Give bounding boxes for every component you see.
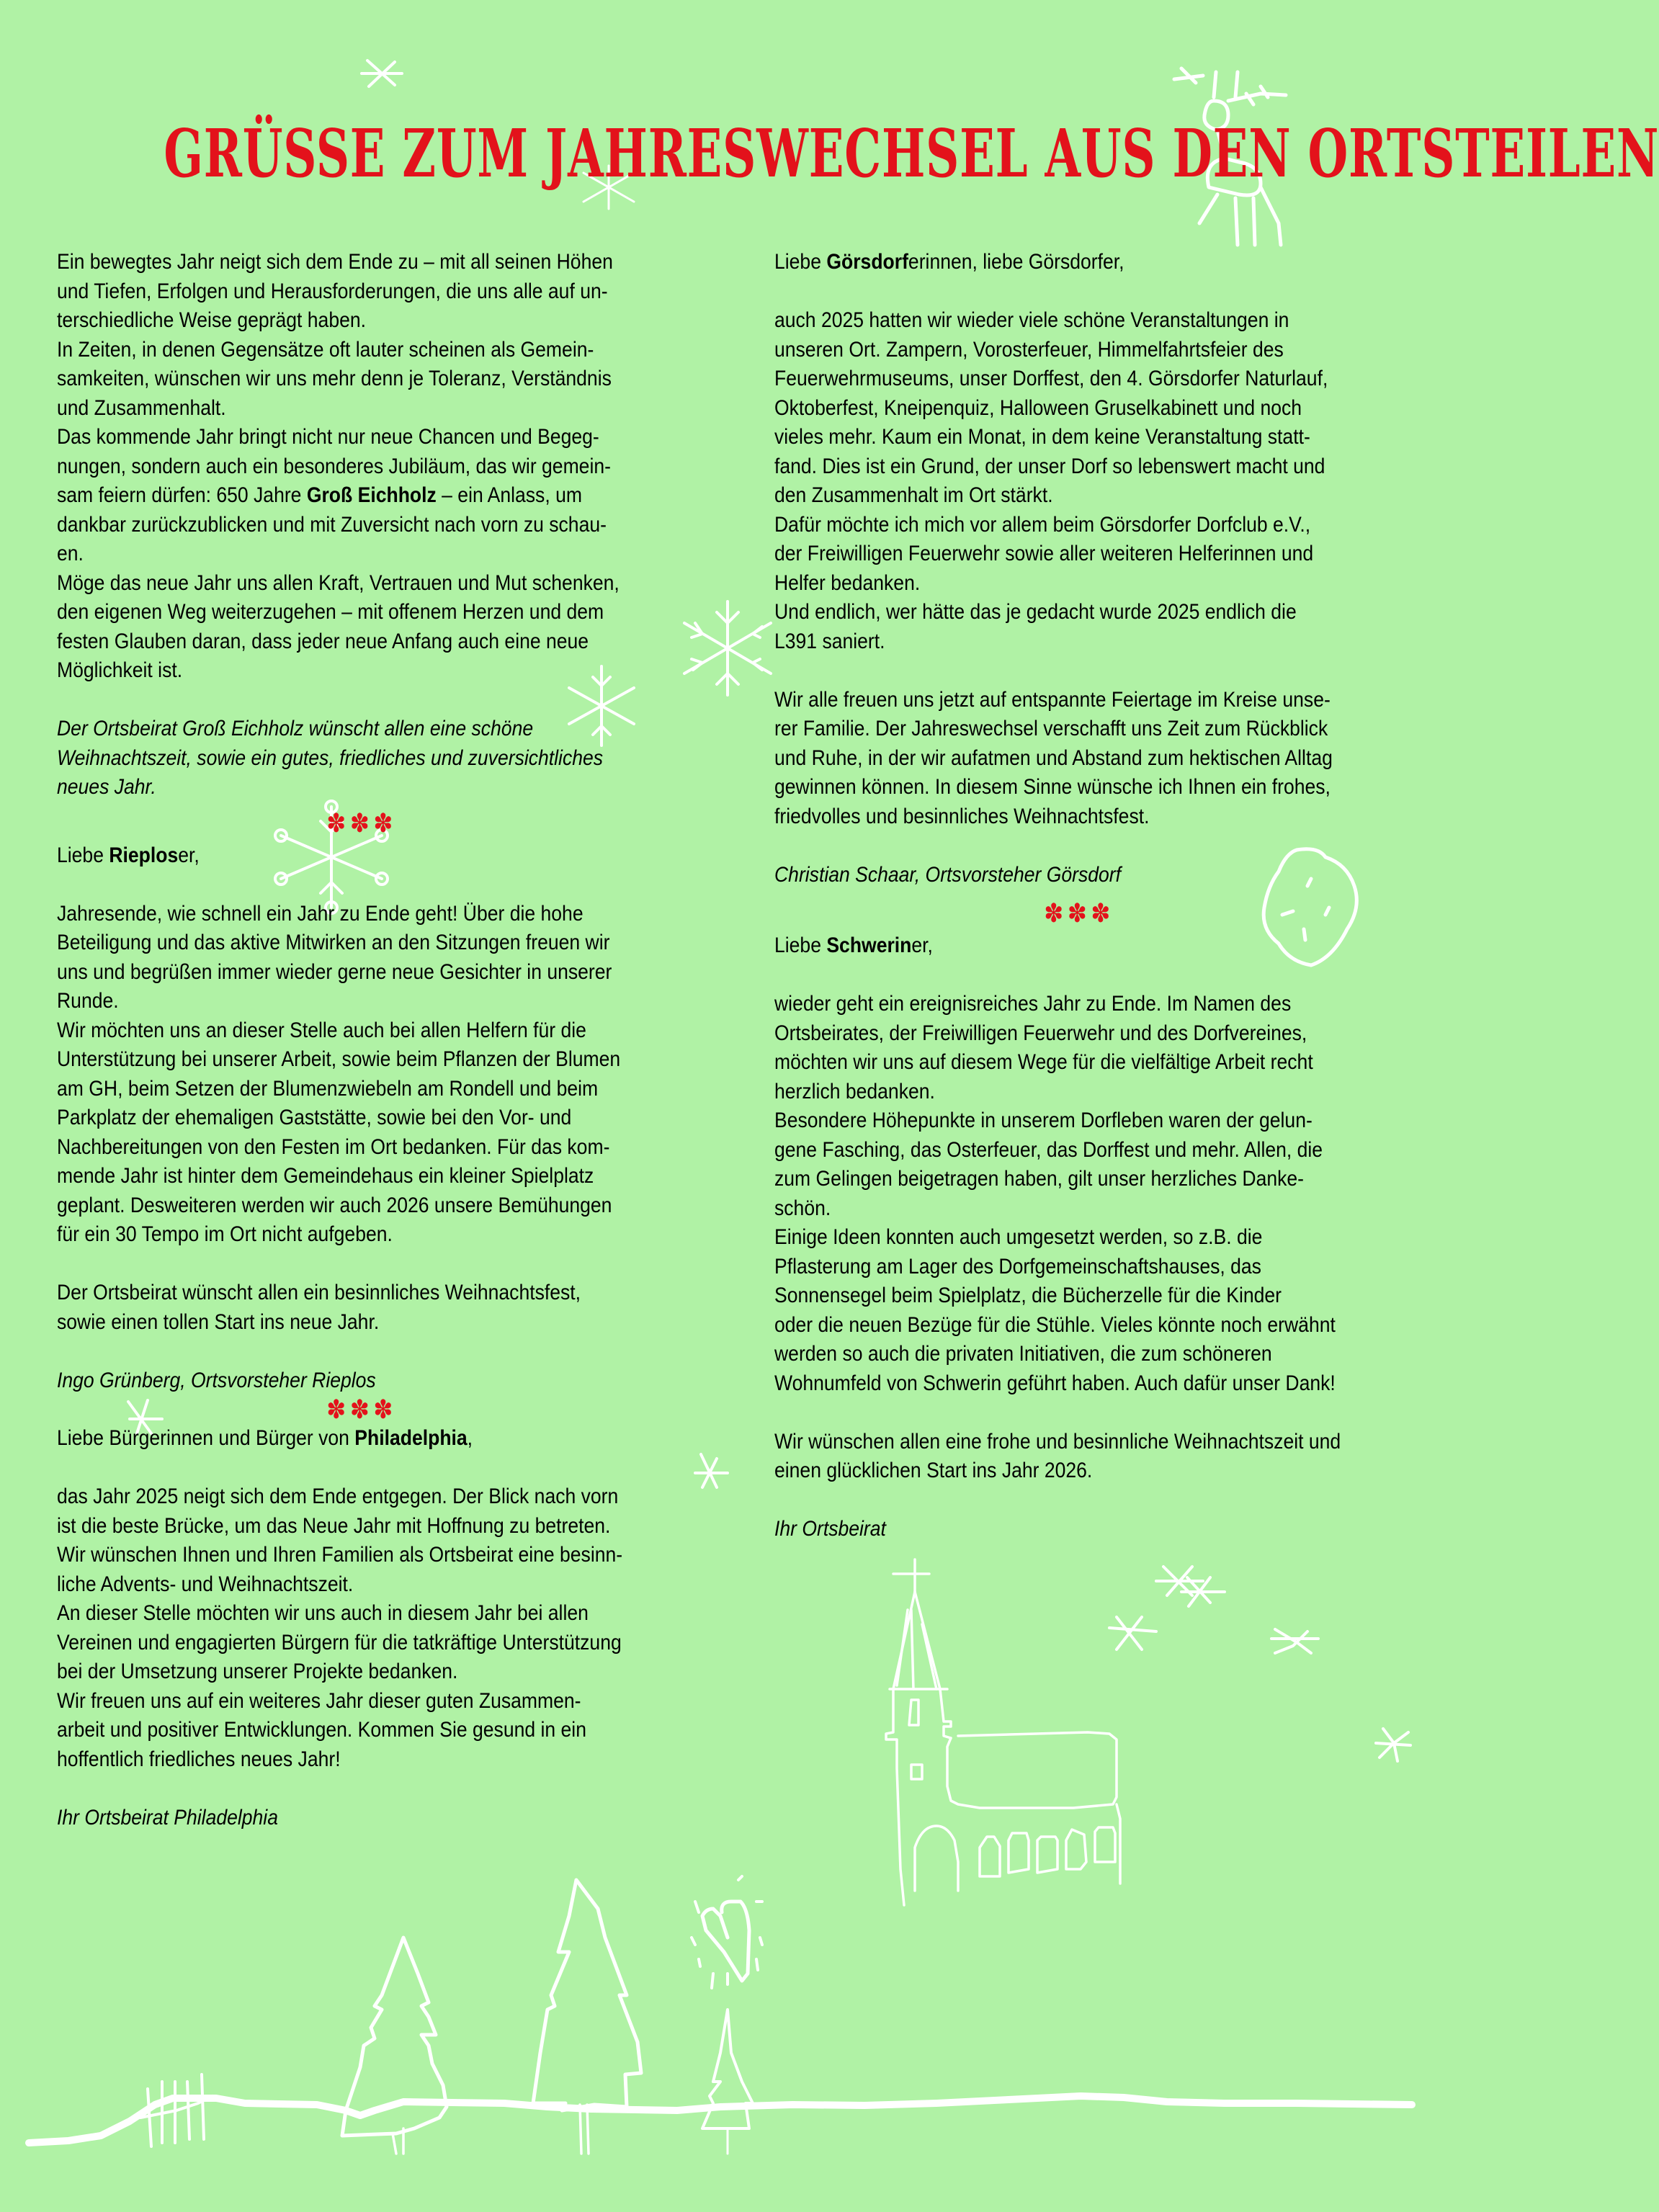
right-column [774,248,1455,1544]
goersdorf-section [774,248,1455,890]
text-line: möchten wir uns auf diesem Wege für die vielfältige Arbeit recht [774,1050,1313,1074]
text-line: Wohnumfeld von Schwerin geführt haben. Auch dafür unser Dank! [774,1371,1336,1395]
schwerin-section [774,931,1455,1544]
intro-section [57,248,738,802]
text-line: Wir wünschen Ihnen und Ihren Familien als Ortsbeirat eine besinn- [57,1543,623,1567]
text-line: Und endlich, wer hätte das je gedacht wurde 2025 endlich die [774,600,1297,624]
snowflake-icon [1109,1613,1160,1657]
text-line: Ortsbeirates, der Freiwilligen Feuerwehr und des Dorfvereines, [774,1021,1307,1045]
text-line: uns und begrüßen immer wieder gerne neue Gesichter in unserer [57,959,612,984]
village-name-schwerin: Schwerin [826,933,912,957]
text-line: herzlich bedanken. [774,1079,935,1103]
fence-drawing-icon [133,2074,241,2154]
greeting [774,248,1455,277]
greeting [774,931,1455,961]
rieplos-section [57,841,738,1396]
page-title: GRÜSSE ZUM JAHRESWECHSEL AUS DEN ORTSTEILEN [164,115,1659,193]
text-line: bei der Umsetzung unserer Projekte bedanken. [57,1660,458,1683]
closing-line: und Ruhe, in der wir aufatmen und Abstand zum hektischen Alltag [774,745,1333,770]
closing-line: Der Ortsbeirat wünscht allen ein besinnliches Weihnachtsfest, [57,1281,581,1304]
text-line: L391 saniert. [774,629,885,653]
text-run: er, [178,843,200,867]
text-line: dankbar zurückzublicken und mit Zuversicht nach vorn zu schau- [57,512,607,537]
section-separator: ✽✽✽ [326,807,397,838]
church-drawing-icon [886,1559,1203,2136]
closing-line: gewinnen können. In diesem Sinne wünsche ich Ihnen ein frohes, [774,775,1331,799]
village-name-goersdorf: Görsdorf [826,250,908,274]
text-line: Pflasterung am Lager des Dorfgemeinschaftshauses, das [774,1254,1261,1279]
text-line: geplant. Desweiteren werden wir auch 2026 unsere Bemühungen [57,1193,612,1217]
text-line: gene Fasching, das Osterfeuer, das Dorffest und mehr. Allen, die [774,1137,1323,1162]
text-line: Unterstützung bei unserer Arbeit, sowie beim Pflanzen der Blumen [57,1047,621,1071]
text-line: nungen, sondern auch ein besonderes Jubiläum, das wir gemein- [57,454,611,478]
closing-line: friedvolles und besinnliches Weihnachtsfest. [774,804,1150,828]
signature: Ihr Ortsbeirat [774,1517,886,1541]
text-line: fand. Dies ist ein Grund, der unser Dorf so lebenswert macht und [774,454,1325,478]
text-line: Besondere Höhepunkte in unserem Dorfleben waren der gelun- [774,1109,1313,1132]
text-line: en. [57,542,84,565]
text-run: Liebe [774,250,827,274]
text-run: Liebe [57,843,109,867]
text-line: Einige Ideen konnten auch umgesetzt werden, so z.B. die [774,1225,1263,1249]
closing-italic-line: neues Jahr. [57,775,156,799]
section-separator: ✽✽✽ [1044,898,1114,928]
text-line: vieles mehr. Kaum ein Monat, in dem keine Veranstaltung statt- [774,425,1310,449]
tree-drawing-icon [692,2010,771,2161]
text-line: und Zusammenhalt. [57,395,226,420]
greeting [57,1424,738,1454]
text-line: Ein bewegtes Jahr neigt sich dem Ende zu – mit all seinen Höhen [57,250,613,274]
text-line: Dafür möchte ich mich vor allem beim Görsdorfer Dorfclub e.V., [774,512,1311,537]
text-run: – ein Anlass, um [436,483,582,507]
text-line: samkeiten, wünschen wir uns mehr denn je Toleranz, Verständnis [57,367,612,390]
text-run: er, [911,933,933,957]
closing-line: einen glücklichen Start ins Jahr 2026. [774,1459,1093,1482]
text-line: An dieser Stelle möchten wir uns auch in diesem Jahr bei allen [57,1601,589,1625]
ground-line-icon [0,1873,1489,2175]
closing-line: Wir wünschen allen eine frohe und besinnliche Weihnachtszeit und [774,1429,1341,1454]
text-line: unseren Ort. Zampern, Vorosterfeuer, Himmelfahrtsfeier des [774,337,1284,362]
text-line: hoffentlich friedliches neues Jahr! [57,1747,341,1771]
closing-line: rer Familie. Der Jahreswechsel verschafft uns Zeit zum Rückblick [774,717,1328,740]
text-line: Oktoberfest, Kneipenquiz, Halloween Gruselkabinett und noch [774,395,1302,420]
closing-line: sowie einen tollen Start ins neue Jahr. [57,1309,380,1334]
snowflake-icon [1156,1563,1207,1606]
section-separator: ✽✽✽ [326,1394,397,1424]
closing-line: Wir alle freuen uns jetzt auf entspannte Feiertage im Kreise unse- [774,687,1331,712]
snowflake-icon [360,56,403,92]
text-line: Feuerwehrmuseums, unser Dorffest, den 4. Görsdorfer Naturlauf, [774,367,1328,390]
text-line: das Jahr 2025 neigt sich dem Ende entgegen. Der Blick nach vorn [57,1485,619,1508]
snowflake-icon [1271,1621,1322,1657]
text-line: Möge das neue Jahr uns allen Kraft, Vertrauen und Mut schenken, [57,570,620,595]
signature: Ingo Grünberg, Ortsvorsteher Rieplos [57,1368,376,1392]
closing-italic-line: Weihnachtszeit, sowie ein gutes, friedliches und zuversichtliches [57,745,604,770]
text-line: wieder geht ein ereignisreiches Jahr zu Ende. Im Namen des [774,992,1292,1016]
philadelphia-section [57,1424,738,1832]
text-run: Liebe [774,933,827,957]
text-line: Wir möchten uns an dieser Stelle auch bei allen Helfern für die [57,1018,586,1042]
text-line: In Zeiten, in denen Gegensätze oft lauter scheinen als Gemein- [57,337,594,362]
text-line: Sonnensegel beim Spielplatz, die Bücherzelle für die Kinder [774,1284,1282,1307]
tree-drawing-icon [303,1938,475,2154]
text-run: Liebe Bürgerinnen und Bürger von [57,1426,355,1450]
closing-italic-line: Der Ortsbeirat Groß Eichholz wünscht allen eine schöne [57,717,534,740]
text-line: Wir freuen uns auf ein weiteres Jahr dieser guten Zusammen- [57,1688,581,1713]
village-name-rieplos: Rieplos [109,843,179,867]
snowflake-icon [1376,1725,1412,1765]
text-line: arbeit und positiver Entwicklungen. Kommen Sie gesund in ein [57,1718,586,1742]
text-run: , [467,1426,473,1450]
text-line: Beteiligung und das aktive Mitwirken an den Sitzungen freuen wir [57,931,610,954]
village-name-gross-eichholz: Groß Eichholz [306,483,437,507]
heart-drawing-icon [656,1873,764,2002]
text-line: liche Advents- und Weihnachtszeit. [57,1572,354,1596]
text-line: oder die neuen Bezüge für die Stühle. Vieles könnte noch erwähnt [774,1312,1336,1337]
text-line: Nachbereitungen von den Festen im Ort bedanken. Für das kom- [57,1134,610,1159]
left-column [57,248,738,1832]
text-run: erinnen, liebe Görsdorfer, [908,250,1124,274]
snowflake-icon [1181,1574,1232,1613]
text-line: für ein 30 Tempo im Ort nicht aufgeben. [57,1222,393,1246]
text-line: Möglichkeit ist. [57,658,183,682]
text-line: Parkplatz der ehemaligen Gaststätte, sowie bei den Vor- und [57,1106,572,1129]
text-line: mende Jahr ist hinter dem Gemeindehaus ein kleiner Spielplatz [57,1164,594,1188]
signature: Christian Schaar, Ortsvorsteher Görsdorf [774,862,1122,887]
text-line: Runde. [57,989,119,1013]
text-line: zum Gelingen beigetragen haben, gilt unser herzliches Danke- [774,1167,1304,1191]
text-line: terschiedliche Weise geprägt haben. [57,308,367,332]
jubilee-line [57,481,738,511]
text-line: den eigenen Weg weiterzugehen – mit offenem Herzen und dem [57,600,604,624]
text-line: Vereinen und engagierten Bürgern für die tatkräftige Unterstützung [57,1630,622,1654]
text-line: werden so auch die privaten Initiativen, die zum schöneren [774,1342,1272,1366]
signature: Ihr Ortsbeirat Philadelphia [57,1805,278,1830]
village-name-philadelphia: Philadelphia [354,1426,468,1450]
text-line: Helfer bedanken. [774,570,921,595]
text-line: und Tiefen, Erfolgen und Herausforderungen, die uns alle auf un- [57,279,608,303]
text-line: Das kommende Jahr bringt nicht nur neue Chancen und Begeg- [57,425,599,449]
text-line: den Zusammenhalt im Ort stärkt. [774,483,1053,507]
tree-drawing-icon [490,1880,677,2146]
text-line: Jahresende, wie schnell ein Jahr zu Ende geht! Über die hohe [57,901,583,926]
text-run: sam feiern dürfen: 650 Jahre [57,483,307,507]
text-line: schön. [774,1196,831,1220]
text-line: auch 2025 hatten wir wieder viele schöne Veranstaltungen in [774,308,1289,332]
snowflake-icon [1109,1588,1110,1589]
text-line: ist die beste Brücke, um das Neue Jahr mit Hoffnung zu betreten. [57,1513,611,1538]
text-line: am GH, beim Setzen der Blumenzwiebeln am Rondell und beim [57,1076,599,1101]
greeting [57,841,738,871]
text-line: festen Glauben daran, dass jeder neue Anfang auch eine neue [57,629,589,653]
text-line: der Freiwilligen Feuerwehr sowie aller weiteren Helferinnen und [774,542,1314,565]
